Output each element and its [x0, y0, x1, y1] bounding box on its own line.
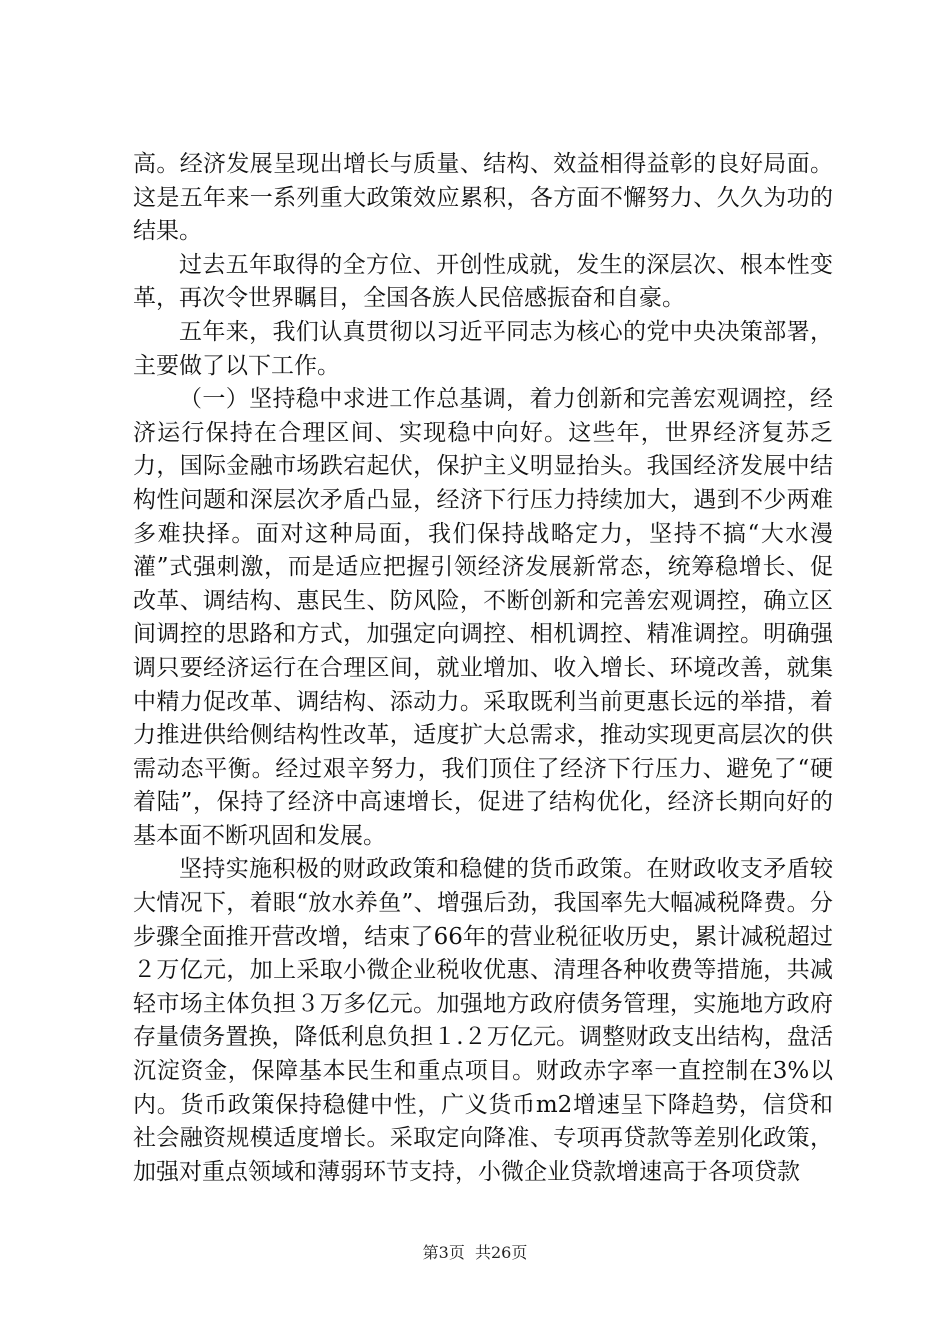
paragraph: 五年来，我们认真贯彻以习近平同志为核心的党中央决策部署，主要做了以下工作。	[133, 318, 833, 379]
paragraph: （一）坚持稳中求进工作总基调，着力创新和完善宏观调控，经济运行保持在合理区间、实现稳中向好。这些年，世界经济复苏乏力，国际金融市场跌宕起伏，保护主义明显抬头。我国经济发展中结构性问题和深层次矛盾凸显，经济下行压力持续加大，遇到不少两难多难抉择。面对这种局面，我们保持战略定力，坚持不搞“大水漫灌”式强刺激，而是适应把握引领经济发展新常态，统筹稳增长、促改革、调结构、惠民生、防风险，不断创新和完善宏观调控，确立区间调控的思路和方式，加强定向调控、相机调控、精准调控。明确强调只要经济运行在合理区间，就业增加、收入增长、环境改善，就集中精力促改革、调结构、添动力。采取既利当前更惠长远的举措，着力推进供给侧结构性改革，适度扩大总需求，推动实现更高层次的供需动态平衡。经过艰辛努力，我们顶住了经济下行压力、避免了“硬着陆”，保持了经济中高速增长，促进了结构优化，经济长期向好的基本面不断巩固和发展。	[133, 386, 833, 849]
paragraph-continuation: 高。经济发展呈现出增长与质量、结构、效益相得益彰的良好局面。这是五年来一系列重大政策效应累积，各方面不懈努力、久久为功的结果。	[133, 151, 833, 245]
page-footer: 第3页 共26页	[422, 1243, 528, 1262]
paragraph: 坚持实施积极的财政政策和稳健的货币政策。在财政收支矛盾较大情况下，着眼“放水养鱼”、增强后劲，我国率先大幅减税降费。分步骤全面推开营改增，结束了66年的营业税征收历史，累计减税超过２万亿元，加上采取小微企业税收优惠、清理各种收费等措施，共减轻市场主体负担３万多亿元。加强地方政府债务管理，实施地方政府存量债务置换，降低利息负担１.２万亿元。调整财政支出结构，盘活沉淀资金，保障基本民生和重点项目。财政赤字率一直控制在3%以内。货币政策保持稳健中性，广义货币m2增速呈下降趋势，信贷和社会融资规模适度增长。采取定向降准、专项再贷款等差别化政策，加强对重点领域和薄弱环节支持，小微企业贷款增速高于各项贷款	[133, 856, 833, 1185]
document-body	[133, 148, 833, 1189]
paragraph: 过去五年取得的全方位、开创性成就，发生的深层次、根本性变革，再次令世界瞩目，全国各族人民倍感振奋和自豪。	[133, 251, 833, 312]
